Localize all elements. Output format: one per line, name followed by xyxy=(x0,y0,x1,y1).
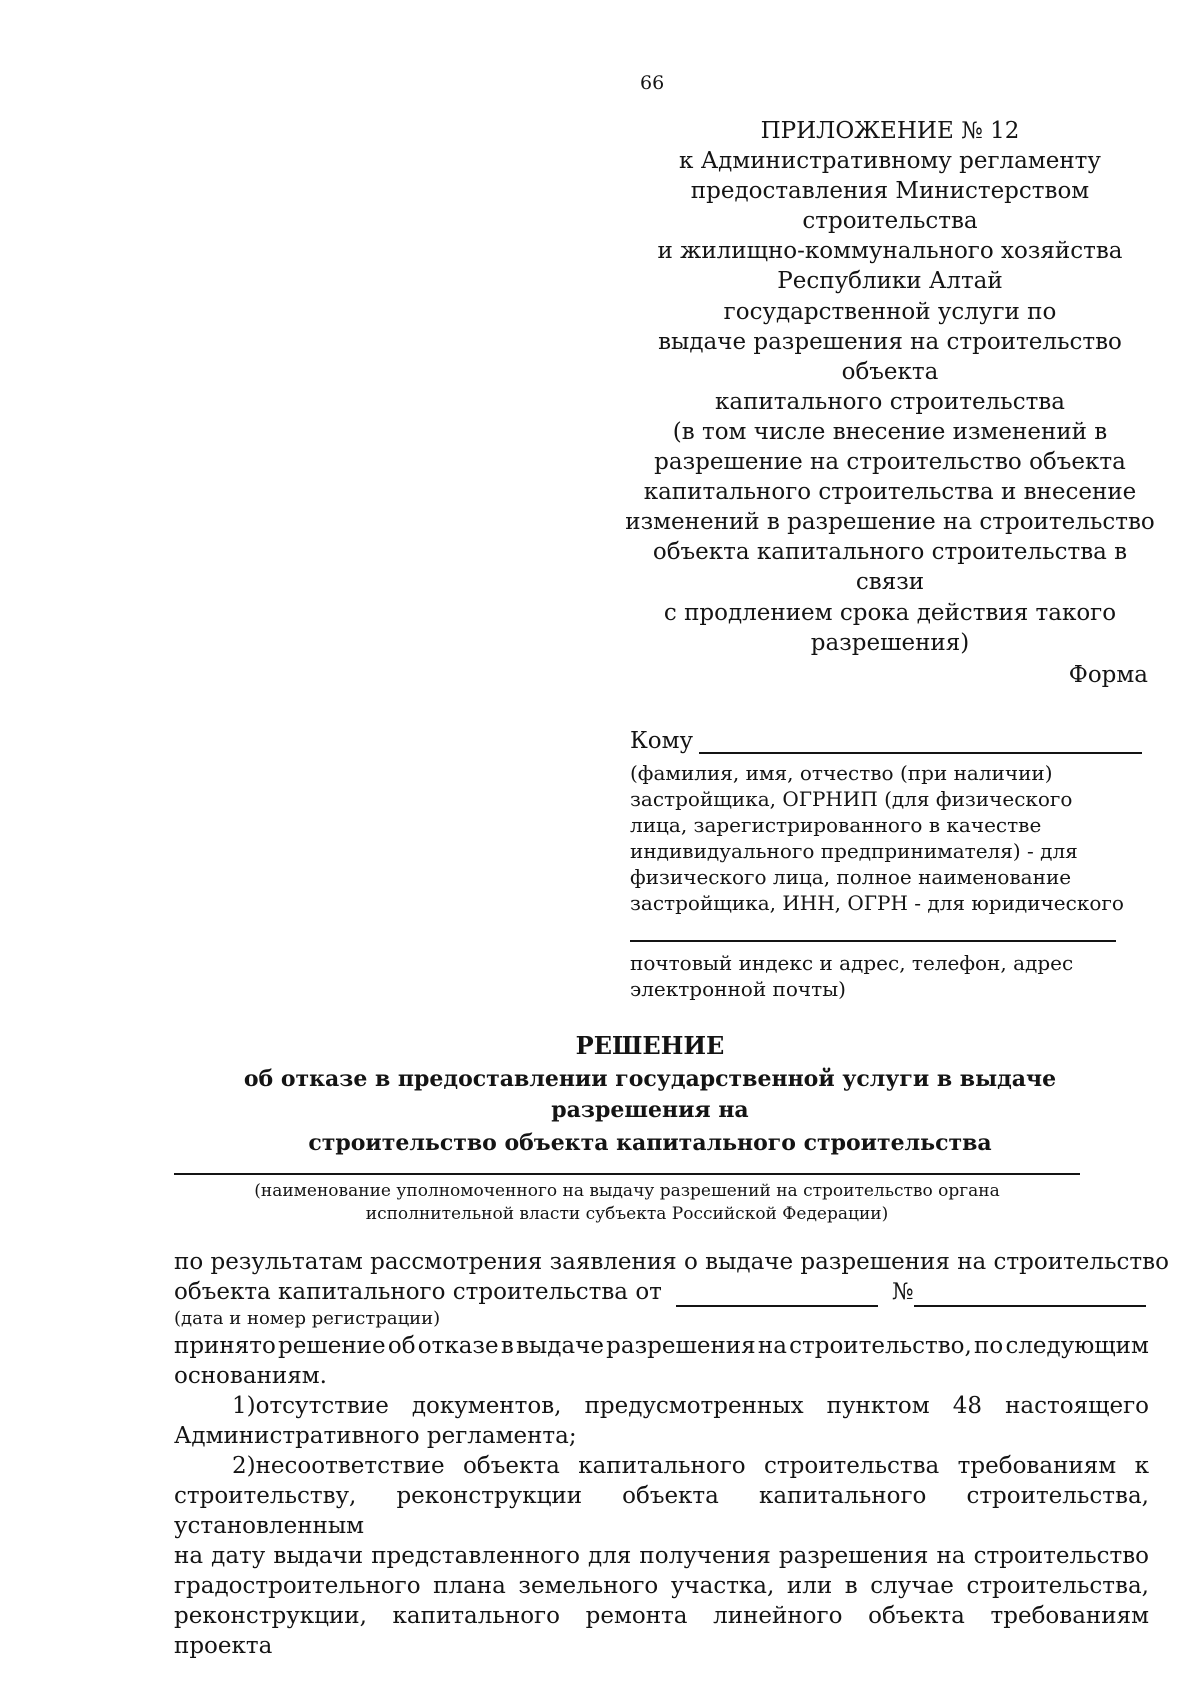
word: объекта xyxy=(463,1453,560,1479)
application-date-field[interactable] xyxy=(676,1283,878,1307)
decision-title: РЕШЕНИЕ xyxy=(575,1031,725,1060)
form-label: Форма xyxy=(1068,662,1148,688)
recipient-address-field[interactable] xyxy=(630,940,1116,942)
recipient-hint-line: (фамилия, имя, отчество (при наличии) xyxy=(630,761,1053,785)
recipient-hint-line: лица, зарегистрированного в качестве xyxy=(630,813,1042,837)
word: выдаче xyxy=(515,1333,604,1359)
word: строительства xyxy=(764,1453,940,1479)
word: настоящего xyxy=(1005,1393,1149,1419)
recipient-name-field[interactable] xyxy=(699,726,1142,754)
word: следующим xyxy=(1005,1333,1149,1359)
word: принято xyxy=(174,1333,276,1359)
word: 48 xyxy=(952,1393,983,1419)
appendix-line: выдаче разрешения на строительство объекта xyxy=(658,328,1122,385)
authority-hint-line: (наименование уполномоченного на выдачу разрешений на строительство органа xyxy=(254,1181,1000,1201)
application-number-field[interactable] xyxy=(914,1283,1146,1307)
appendix-line: объекта капитального строительства в связи xyxy=(652,539,1128,596)
appendix-line: к Административному регламенту xyxy=(679,148,1101,175)
word: отказе xyxy=(417,1333,499,1359)
word: 1)отсутствие xyxy=(232,1393,389,1419)
body-decision-line: основаниям. xyxy=(174,1363,327,1389)
appendix-line: Республики Алтай xyxy=(777,268,1003,295)
word: пунктом xyxy=(826,1393,930,1419)
word: предусмотренных xyxy=(584,1393,804,1419)
ground-item-2-line: градостроительного плана земельного участка, или в случае строительства, xyxy=(174,1573,1149,1599)
word: об xyxy=(387,1333,416,1359)
appendix-line: предоставления Министерством xyxy=(690,178,1090,205)
appendix-line: изменений в разрешение на строительство xyxy=(625,509,1155,536)
word: решение xyxy=(278,1333,386,1359)
recipient-hint xyxy=(630,760,1150,916)
ground-item-2-line: на дату выдачи представленного для получения разрешения на строительство xyxy=(174,1543,1149,1569)
appendix-line: капитального строительства xyxy=(715,388,1065,415)
appendix-line: капитального строительства и внесение xyxy=(643,479,1137,506)
ground-item-1-continuation: Административного регламента; xyxy=(174,1423,577,1449)
authority-hint xyxy=(174,1180,1080,1226)
appendix-line: и жилищно-коммунального хозяйства xyxy=(657,238,1123,265)
recipient-hint-line: физического лица, полное наименование xyxy=(630,865,1072,889)
word: капитального xyxy=(578,1453,746,1479)
word: на xyxy=(757,1333,787,1359)
ground-item-1 xyxy=(174,1391,1149,1421)
recipient-hint-line: индивидуального предпринимателя) - для xyxy=(630,839,1078,863)
appendix-line: строительства xyxy=(802,208,978,235)
ground-item-2-line: реконструкции, капитального ремонта линейного объекта требованиям проекта xyxy=(174,1603,1149,1659)
recipient-block xyxy=(630,722,1150,1002)
body-date-number-row xyxy=(174,1277,1149,1307)
word: по xyxy=(974,1333,1004,1359)
authority-hint-line: исполнительной власти субъекта Российской Федерации) xyxy=(365,1204,889,1224)
word: 2)несоответствие xyxy=(232,1453,445,1479)
appendix-line: с продлением срока действия такого xyxy=(663,599,1117,626)
decision-heading xyxy=(170,1030,1130,1159)
decision-body xyxy=(174,1247,1169,1661)
body-intro-line: по результатам рассмотрения заявления о выдаче разрешения на строительство xyxy=(174,1249,1169,1275)
word: к xyxy=(1134,1453,1149,1479)
ground-item-2 xyxy=(174,1451,1149,1481)
registration-hint: (дата и номер регистрации) xyxy=(174,1308,441,1329)
ground-item-2-line: строительству, реконструкции объекта капитального строительства, установленным xyxy=(174,1483,1149,1539)
recipient-to-row xyxy=(630,722,1150,754)
page-number: 66 xyxy=(640,72,665,94)
decision-subtitle-line: строительство объекта капитального строительства xyxy=(308,1130,992,1156)
word: строительство, xyxy=(789,1333,972,1359)
word: в xyxy=(500,1333,514,1359)
decision-subtitle-line: об отказе в предоставлении государственной услуги в выдаче разрешения на xyxy=(243,1066,1057,1123)
appendix-line: государственной услуги по xyxy=(723,298,1057,325)
recipient-to-label: Кому xyxy=(630,728,694,754)
recipient-hint-line: застройщика, ИНН, ОГРН - для юридического xyxy=(630,891,1124,915)
appendix-line: ПРИЛОЖЕНИЕ № 12 xyxy=(760,118,1020,144)
appendix-line: (в том числе внесение изменений в xyxy=(672,418,1108,445)
body-decision-line xyxy=(174,1331,1149,1361)
number-sign: № xyxy=(891,1279,914,1305)
appendix-line: разрешение на строительство объекта xyxy=(654,449,1126,476)
authority-name-field[interactable] xyxy=(174,1173,1080,1175)
recipient-address-hint-line: почтовый индекс и адрес, телефон, адрес xyxy=(630,951,1074,975)
body-intro-prefix: объекта капитального строительства от xyxy=(174,1279,662,1305)
word: требованиям xyxy=(957,1453,1117,1479)
recipient-hint-line: застройщика, ОГРНИП (для физического xyxy=(630,787,1073,811)
appendix-header xyxy=(620,116,1160,658)
appendix-line: разрешения) xyxy=(810,629,970,656)
recipient-address-hint xyxy=(630,950,1150,1002)
word: разрешения xyxy=(606,1333,756,1359)
recipient-address-hint-line: электронной почты) xyxy=(630,977,846,1001)
word: документов, xyxy=(411,1393,562,1419)
